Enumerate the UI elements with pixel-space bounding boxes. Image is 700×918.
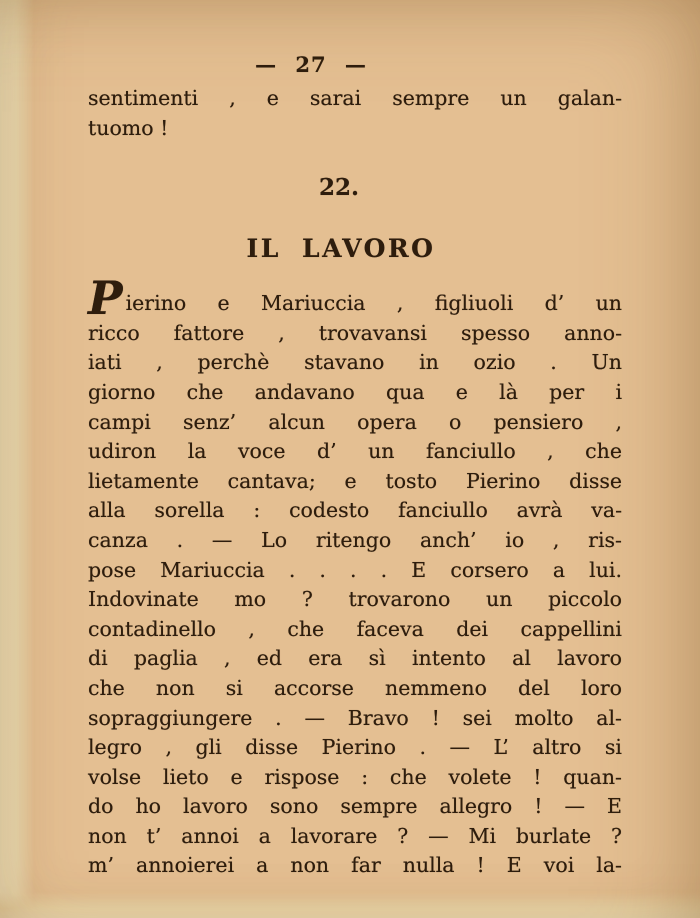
first-line: Pierino e Mariuccia , figliuoli d’ un [88, 271, 622, 326]
text-line: non t’ annoi a lavorare ? — Mi burlate ? [88, 823, 622, 848]
text-line: iati , perchè stavano in ozio . Un [88, 350, 622, 375]
text-line: canza . — Lo ritengo anch’ io , ris- [88, 527, 622, 552]
text-line: campi senz’ alcun opera o pensiero , [88, 409, 622, 434]
text-line: legro , gli disse Pierino . — L’ altro si [88, 735, 622, 760]
story-text [88, 271, 622, 881]
scan-left-edge [0, 0, 34, 918]
text-line: volse lieto e rispose : che volete ! quan- [88, 764, 622, 789]
chapter-heading: IL LAVORO [246, 234, 436, 264]
text-line: Indovinate mo ? trovarono un piccolo [88, 587, 622, 612]
text-line: do ho lavoro sono sempre allegro ! — E [88, 794, 622, 819]
text-line: di paglia , ed era sì intento al lavoro [88, 646, 622, 671]
text-line: lietamente cantava; e tosto Pierino disse [88, 468, 622, 493]
body-lines [88, 319, 622, 881]
text-line: alla sorella : codesto fanciullo avrà va- [88, 498, 622, 523]
text-line: tuomo ! [88, 115, 169, 140]
text-line: che non si accorse nemmeno del loro [88, 675, 622, 700]
text-line: udiron la voce d’ un fanciullo , che [88, 439, 622, 464]
text-line: ricco fattore , trovavansi spesso anno- [88, 320, 622, 345]
text-line: sentimenti , e sarai sempre un galan- [88, 86, 622, 110]
page-content [88, 0, 622, 881]
text-line: sopraggiungere . — Bravo ! sei molto al- [88, 705, 622, 730]
text-line: giorno che andavano qua e là per i [88, 379, 622, 404]
first-line-text: ierino e Mariuccia , figliuoli d’ un [125, 291, 622, 316]
text-line: contadinello , che faceva dei cappellini [88, 616, 622, 641]
section-number: 22. [318, 174, 359, 202]
text-line: m’ annoierei a non far nulla ! E voi la- [88, 853, 622, 878]
continuation-paragraph [88, 84, 622, 143]
scan-bottom-edge [0, 892, 700, 918]
text-line: pose Mariuccia . . . . E corsero a lui. [88, 557, 622, 582]
page-number: — 27 — [255, 52, 367, 77]
